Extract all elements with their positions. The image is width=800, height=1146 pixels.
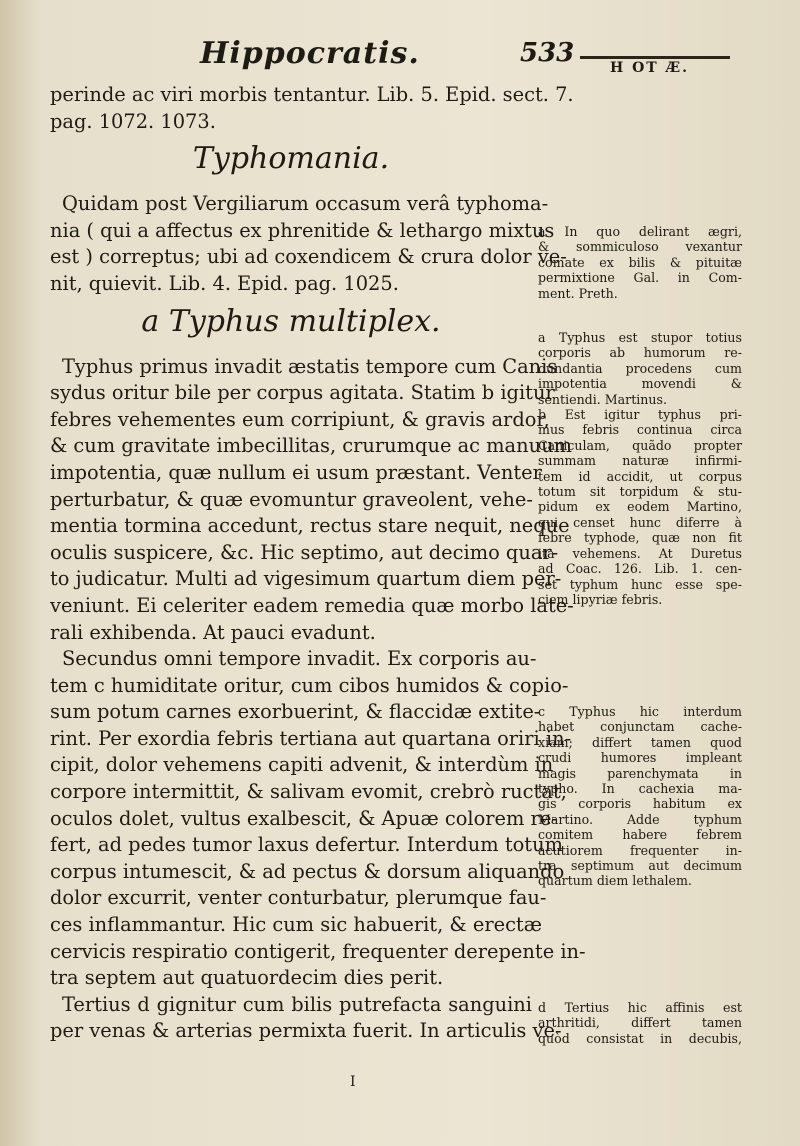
- text-line: dolor excurrit, venter conturbatur, plerumque fau-: [50, 886, 547, 910]
- note-line: a Typhus est stupor totius: [538, 330, 742, 345]
- note-line: ciem lipyriæ febris.: [538, 591, 663, 607]
- note-line: corporis ab humorum re-: [538, 345, 742, 361]
- marginal-note-d-typhus: [538, 1000, 742, 1046]
- text-line: tem c humiditate oritur, cum cibos humidos & copio-: [50, 673, 569, 697]
- note-line: c Typhus hic interdum: [538, 704, 742, 719]
- text-line: ces inflammantur. Hic cum sic habuerit, & erectæ: [50, 913, 542, 937]
- note-line: Caniculam, quãdo propter: [538, 437, 742, 453]
- text-line: Tertius d gignitur cum bilis putrefacta sanguini: [62, 992, 532, 1016]
- text-line: est ) correptus; ubi ad coxendicem & crura dolor ve-: [50, 245, 567, 269]
- note-line: a In quo delirant ægri,: [538, 224, 742, 239]
- note-line: mus febris continua circa: [538, 422, 742, 438]
- note-line: ad Coac. 126. Lib. 1. cen-: [538, 561, 742, 577]
- note-line: impotentia movendi &: [538, 376, 742, 392]
- text-line: corpore intermittit, & salivam evomit, crebrò ructat,: [50, 780, 567, 804]
- text-line: Secundus omni tempore invadit. Ex corporis au-: [62, 647, 537, 671]
- note-line: quòd consistat in decubis,: [538, 1030, 742, 1046]
- note-line: permixtione Gal. in Com-: [538, 270, 742, 286]
- running-head: [190, 36, 750, 76]
- note-line: d Tertius hic affinis est: [538, 1000, 742, 1015]
- text-line: to judicatur. Multi ad vigesimum quartum diem per-: [50, 567, 562, 591]
- running-title: Hippocratis.: [200, 36, 420, 71]
- note-line: typho. In cachexia ma-: [538, 781, 742, 797]
- note-line: ita vehemens. At Duretus: [538, 545, 742, 561]
- intro-line: perinde ac viri morbis tentantur. Lib. 5. Epid. sect. 7.: [50, 83, 574, 106]
- text-line: febres vehementes eum corripiunt, & gravis ardor,: [50, 407, 550, 431]
- note-line: habet conjunctam cache-: [538, 719, 742, 735]
- text-line: sydus oritur bile per corpus agitata. Statim b igitur: [50, 381, 555, 405]
- text-line: per venas & arterias permixta fuerit. In articulis ve-: [50, 1019, 562, 1043]
- note-line: quartum diem lethalem.: [538, 873, 692, 889]
- text-line: corpus intumescit, & ad pectus & dorsum aliquando: [50, 859, 565, 883]
- text-line: rali exhibenda. At pauci evadunt.: [50, 620, 376, 644]
- note-line: febre typhode, quæ non fit: [538, 530, 742, 546]
- text-line: oculos dolet, vultus exalbescit, & Apuæ colorem re-: [50, 806, 558, 830]
- text-line: & cum gravitate imbecillitas, crurumque ac manuum: [50, 434, 572, 458]
- text-line: Typhus primus invadit æstatis tempore cum Canis: [62, 354, 558, 378]
- note-line: ment. Preth.: [538, 285, 618, 301]
- note-line: arthritidi, differt tamen: [538, 1015, 742, 1031]
- note-line: sentiendi. Martinus.: [538, 391, 667, 407]
- text-line: nia ( qui a affectus ex phrenitide & lethargo mixtus: [50, 218, 555, 242]
- text-line: oculis suspicere, &c. Hic septimo, aut decimo quar-: [50, 540, 559, 564]
- marginal-note-a-b-typhus: [538, 330, 742, 607]
- section-heading-typhus-multiplex: a Typhus multiplex.: [141, 303, 441, 339]
- text-line: mentia tormina accedunt, rectus stare nequit, neque: [50, 514, 570, 538]
- text-line: nit, quievit. Lib. 4. Epid. pag. 1025.: [50, 271, 399, 295]
- text-line: impotentia, quæ nullum ei usum præstant. Venter: [50, 460, 542, 484]
- note-line: summam naturæ infirmi-: [538, 453, 742, 469]
- note-line: comitem habere febrem: [538, 827, 742, 843]
- note-line: & sommiculoso vexantur: [538, 239, 742, 255]
- note-line: xiam; differt tamen quod: [538, 734, 742, 750]
- note-line: set typhum hunc esse spe-: [538, 576, 742, 592]
- text-line: fert, ad pedes tumor laxus defertur. Interdum totum: [50, 833, 563, 857]
- text-line: tra septem aut quatuordecim dies perit.: [50, 966, 444, 990]
- note-line: qui censet hunc diferre à: [538, 514, 742, 530]
- text-line: cipit, dolor vehemens capiti advenit, & interdùm in: [50, 753, 554, 777]
- intro-line: pag. 1072. 1073.: [50, 109, 216, 133]
- note-line: tra septimum aut decimum: [538, 858, 742, 874]
- text-line: Quidam post Vergiliarum occasum verâ typhoma-: [62, 192, 549, 216]
- note-line: dundantia procedens cum: [538, 360, 742, 376]
- text-line: sum potum carnes exorbuerint, & flaccidæ extite-: [50, 700, 541, 724]
- note-line: Martino. Adde typhum: [538, 811, 742, 827]
- page-number: 533: [520, 38, 575, 68]
- note-line: gis corporis habitum ex: [538, 796, 742, 812]
- note-line: crudi humores impleant: [538, 750, 742, 766]
- note-line: tem id accidit, ut corpus: [538, 468, 742, 484]
- note-line: totum sit torpidum & stu-: [538, 484, 742, 500]
- header-rule: [580, 56, 730, 59]
- note-line: comate ex bilis & pituitæ: [538, 254, 742, 270]
- note-line: magis parenchymata in: [538, 765, 742, 781]
- text-line: rint. Per exordia febris tertiana aut quartana oriri in-: [50, 726, 572, 750]
- text-line: perturbatur, & quæ evomuntur graveolent, vehe-: [50, 487, 533, 511]
- marginal-note-a-typhomania: [538, 224, 742, 301]
- text-line: veniunt. Ei celeriter eadem remedia quæ morbo late-: [50, 593, 574, 617]
- note-line: pidum ex eodem Martino,: [538, 499, 742, 515]
- note-line: acutiorem frequenter in-: [538, 842, 742, 858]
- marginal-note-c-typhus: [538, 704, 742, 889]
- text-line: cervicis respiratio contigerit, frequenter derepente in-: [50, 939, 586, 963]
- footer-mark: I: [350, 1074, 356, 1090]
- note-line: b Est igitur typhus pri-: [538, 407, 742, 423]
- running-catchword: H OT Æ.: [610, 60, 689, 76]
- section-heading-typhomania: Typhomania.: [192, 141, 390, 177]
